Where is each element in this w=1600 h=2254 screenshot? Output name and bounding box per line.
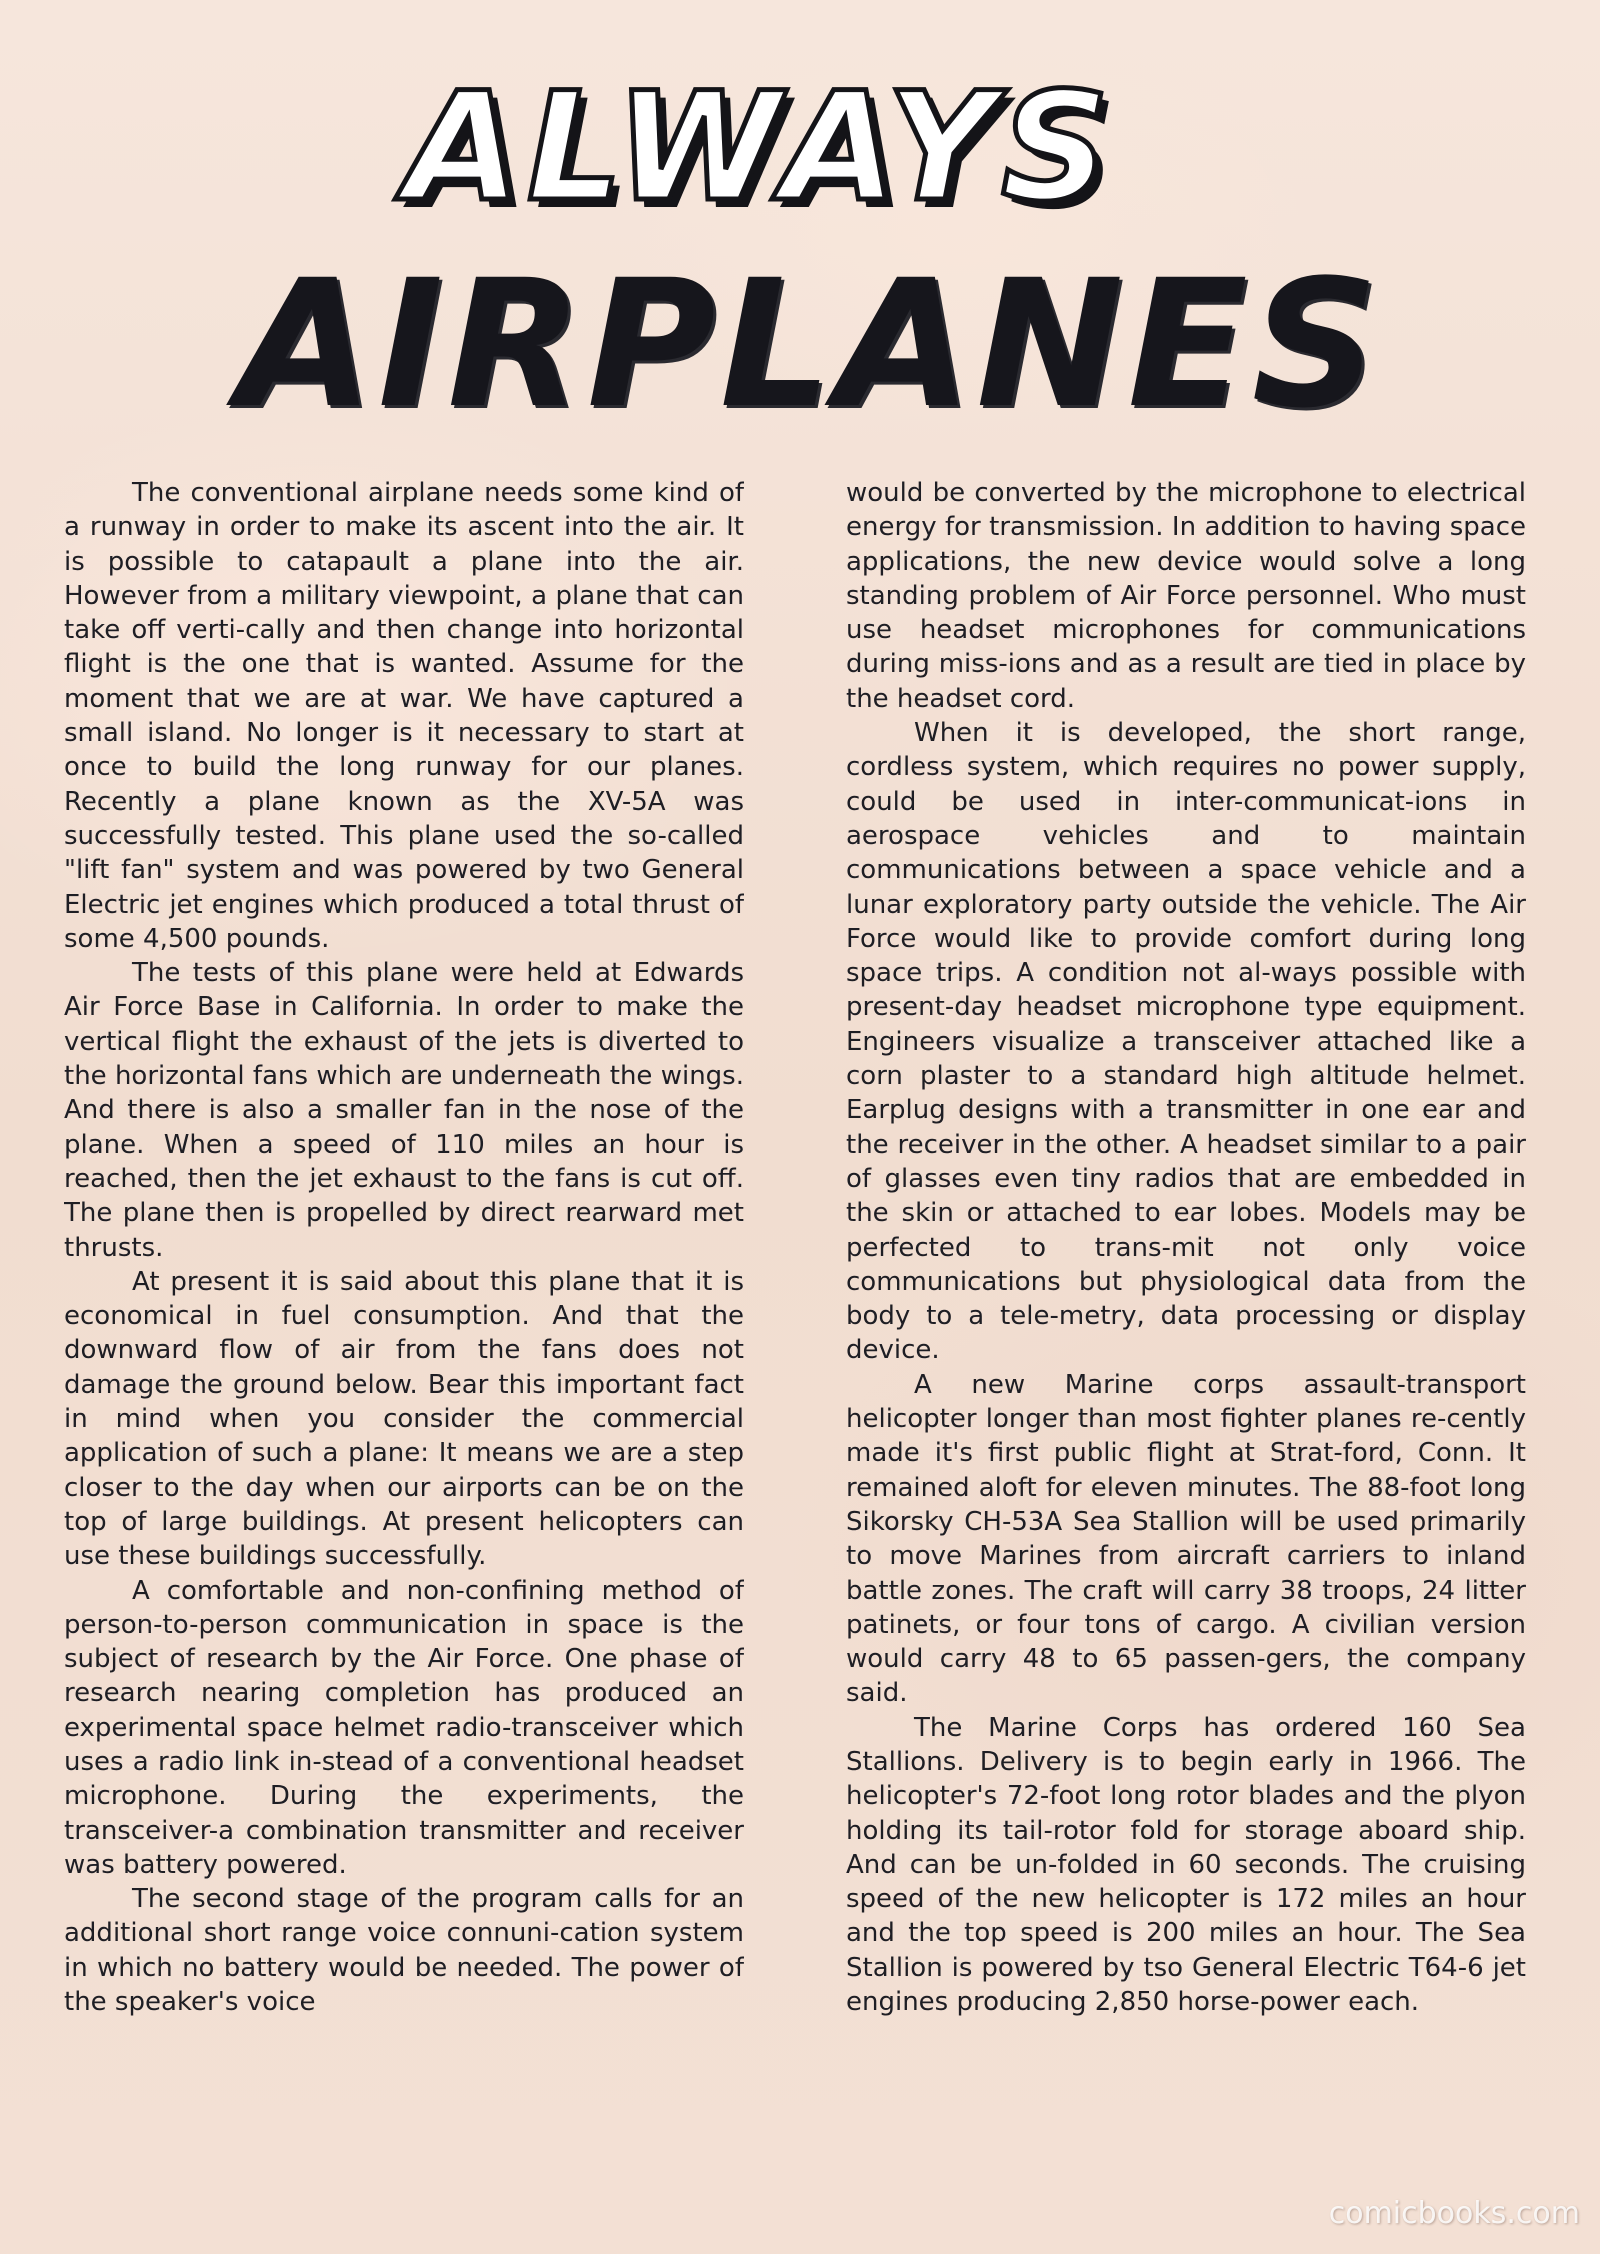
left-text-column xyxy=(64,476,744,2196)
left-paragraph-5: The second stage of the program calls for an additional short range voice connuni-cation system in which no battery would be needed. The power of the speaker's voice xyxy=(64,1884,744,2018)
left-paragraph-3: At present it is said about this plane that it is economical in fuel consumption. And that the downward flow of air from the fans does not damage the ground below. Bear this important fact in mind when you consider the commercial application of such a plane: It means we are a step closer to the day when our airports can be on the top of large buildings. At present helicopters can use these buildings successfully. xyxy=(64,1266,744,1572)
title-always: ALWAYS xyxy=(404,61,1116,235)
right-paragraph-3: The Marine Corps has ordered 160 Sea Stallions. Delivery is to begin early in 1966. The helicopter's 72-foot long rotor blades and the plyon holding its tail-rotor fold for storage aboard ship. And can be un-folded in 60 seconds. The cruising speed of the new helicopter is 172 miles an hour and the top speed is 200 miles an hour. The Sea Stallion is powered by tso General Electric T64-6 jet engines producing 2,850 horse-power each. xyxy=(846,1712,1526,2018)
right-continuation-paragraph: would be converted by the microphone to electrical energy for transmission. In addition to having space applications, the new device would solve a long standing problem of Air Force personnel. Who must use headset microphones for communications during miss-ions and as a result are tied in place by the headset cord. xyxy=(846,478,1526,714)
right-paragraph-2: A new Marine corps assault-transport helicopter longer than most fighter planes re-cently made it's first public flight at Strat-ford, Conn. It remained aloft for eleven minutes. The 88-foot long Sikorsky CH-53A Sea Stallion will be used primarily to move Marines from aircraft carriers to inland battle zones. The craft will carry 38 troops, 24 litter patinets, or four tons of cargo. A civilian version would carry 48 to 65 passen-gers, the company said. xyxy=(846,1369,1526,1709)
title-airplanes: AIRPLANES xyxy=(237,242,1383,447)
left-paragraph-2: The tests of this plane were held at Edwards Air Force Base in California. In order to make the vertical flight the exhaust of the jets is diverted to the horizontal fans which are underneath the wings. And there is also a smaller fan in the nose of the plane. When a speed of 110 miles an hour is reached, then the jet exhaust to the fans is cut off. The plane then is propelled by direct rearward met thrusts. xyxy=(64,958,744,1263)
site-watermark: comicbooks.com xyxy=(1328,2196,1580,2231)
left-paragraph-1: The conventional airplane needs some kind of a runway in order to make its ascent into the air. It is possible to catapault a plane into the air. However from a military viewpoint, a plane that can take off verti-cally and then change into horizontal flight is the one that is wanted. Assume for the moment that we are at war. We have captured a small island. No longer is it necessary to start at once to build the long runway for our planes. Recently a plane known as the XV-5A was successfully tested. This plane used the so-called "lift fan" system and was powered by two General Electric jet engines which produced a total thrust of some 4,500 pounds. xyxy=(64,478,744,954)
left-paragraph-4: A comfortable and non-confining method of person-to-person communication in space is the subject of research by the Air Force. One phase of research nearing completion has produced an experimental space helmet radio-transceiver which uses a radio link in-stead of a conventional headset microphone. During the experiments, the transceiver-a combination transmitter and receiver was battery powered. xyxy=(64,1575,744,1880)
right-text-column xyxy=(846,476,1526,2196)
right-paragraph-1: When it is developed, the short range, cordless system, which requires no power supply, could be used in inter-communicat-ions in aerospace vehicles and to maintain communications between a space vehicle and a lunar exploratory party outside the vehicle. The Air Force would like to provide comfort during long space trips. A condition not al-ways possible with present-day headset microphone type equipment. Engineers visualize a transceiver attached like a corn plaster to a standard high altitude helmet. Earplug designs with a transmitter in one ear and the receiver in the other. A headset similar to a pair of glasses even tiny radios that are embedded in the skin or attached to ear lobes. Models may be perfected to trans-mit not only voice communications but physiological data from the body to a tele-metry, data processing or display device. xyxy=(846,718,1526,1366)
